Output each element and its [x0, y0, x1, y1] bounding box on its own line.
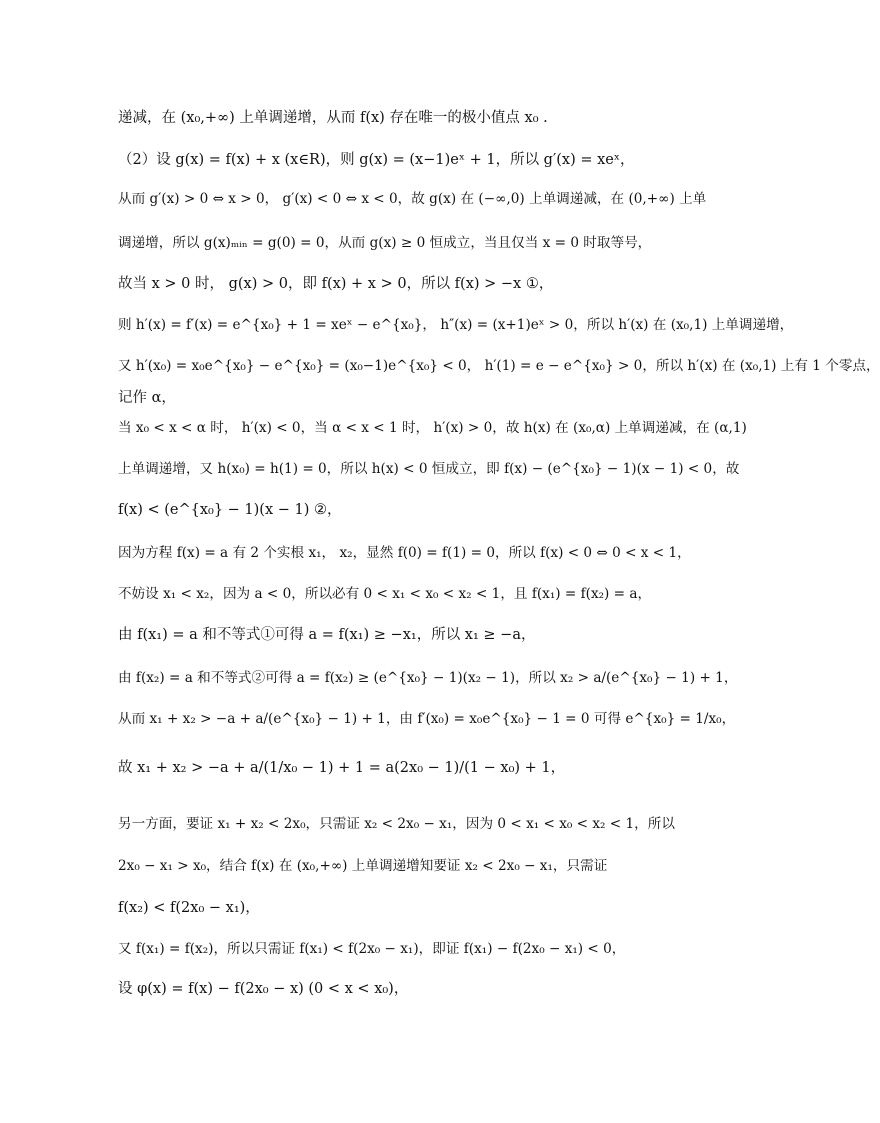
text-line-8: 记作 α， [118, 390, 176, 406]
text-line-11: f(x) < (e^{x₀} − 1)(x − 1) ②， [118, 502, 342, 518]
text-line-15: 由 f(x₂) = a 和不等式②可得 a = f(x₂) ≥ (e^{x₀} − 1)(x₂ − 1)，所以 x₂ > a/(e^{x₀} − 1) + 1， [118, 670, 738, 686]
text-line-19: 2x₀ − x₁ > x₀，结合 f(x) 在 (x₀,+∞) 上单调递增知要证 x₂ < 2x₀ − x₁，只需证 [118, 858, 608, 874]
text-line-13: 不妨设 x₁ < x₂，因为 a < 0，所以必有 0 < x₁ < x₀ < x₂ < 1，且 f(x₁) = f(x₂) = a， [118, 586, 652, 602]
text-line-14: 由 f(x₁) = a 和不等式①可得 a = f(x₁) ≥ −x₁，所以 x₁ ≥ −a， [118, 627, 536, 643]
text-line-1: 递减，在 (x₀,+∞) 上单调递增，从而 f(x) 存在唯一的极小值点 x₀ . [118, 110, 548, 126]
text-line-2: （2）设 g(x) = f(x) + x (x∈R)，则 g(x) = (x−1)eˣ + 1，所以 g′(x) = xeˣ， [118, 152, 635, 168]
text-line-7: 又 h′(x₀) = x₀e^{x₀} − e^{x₀} = (x₀−1)e^{x₀} < 0， h′(1) = e − e^{x₀} > 0，所以 h′(x) 在 (x₀,1) 上有 1 个零点， [118, 358, 880, 374]
text-line-16: 从而 x₁ + x₂ > −a + a/(e^{x₀} − 1) + 1，由 f′(x₀) = x₀e^{x₀} − 1 = 0 可得 e^{x₀} = 1/x₀， [118, 711, 736, 727]
text-line-3: 从而 g′(x) > 0 ⇔ x > 0， g′(x) < 0 ⇔ x < 0，故 g(x) 在 (−∞,0) 上单调递减，在 (0,+∞) 上单 [118, 191, 707, 207]
text-line-17: 故 x₁ + x₂ > −a + a/(1/x₀ − 1) + 1 = a(2x₀ − 1)/(1 − x₀) + 1， [118, 760, 566, 776]
text-line-10: 上单调递增，又 h(x₀) = h(1) = 0，所以 h(x) < 0 恒成立，即 f(x) − (e^{x₀} − 1)(x − 1) < 0，故 [118, 461, 740, 477]
text-line-6: 则 h′(x) = f′(x) = e^{x₀} + 1 = xeˣ − e^{x₀}， h″(x) = (x+1)eˣ > 0，所以 h′(x) 在 (x₀,1) 上单调递增， [118, 317, 794, 333]
text-line-5: 故当 x > 0 时， g(x) > 0，即 f(x) + x > 0，所以 f(x) > −x ①， [118, 276, 554, 292]
text-line-4: 调递增，所以 g(x)ₘᵢₙ = g(0) = 0，从而 g(x) ≥ 0 恒成立，当且仅当 x = 0 时取等号， [118, 235, 652, 251]
text-line-20: f(x₂) < f(2x₀ − x₁)， [118, 900, 260, 916]
text-line-18: 另一方面，要证 x₁ + x₂ < 2x₀，只需证 x₂ < 2x₀ − x₁，因为 0 < x₁ < x₀ < x₂ < 1，所以 [118, 816, 675, 832]
text-line-12: 因为方程 f(x) = a 有 2 个实根 x₁， x₂，显然 f(0) = f(1) = 0，所以 f(x) < 0 ⇔ 0 < x < 1， [118, 545, 691, 561]
text-line-9: 当 x₀ < x < α 时， h′(x) < 0，当 α < x < 1 时， h′(x) > 0，故 h(x) 在 (x₀,α) 上单调递减，在 (α,1) [118, 420, 747, 436]
text-line-21: 又 f(x₁) = f(x₂)，所以只需证 f(x₁) < f(2x₀ − x₁)，即证 f(x₁) − f(2x₀ − x₁) < 0， [118, 941, 626, 957]
text-line-22: 设 φ(x) = f(x) − f(2x₀ − x) (0 < x < x₀)， [118, 981, 409, 997]
